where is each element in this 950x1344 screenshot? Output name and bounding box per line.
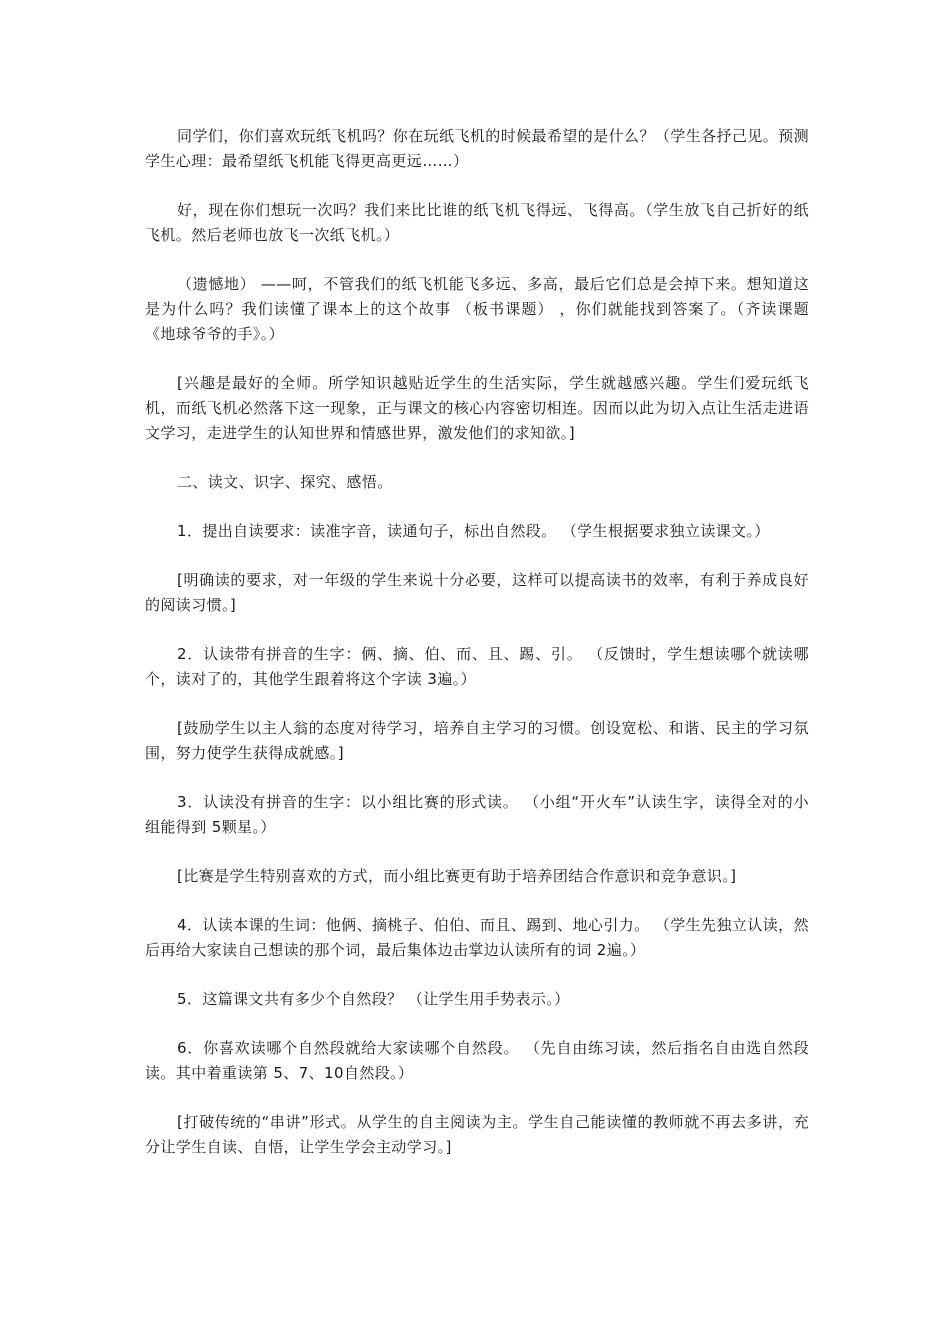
paragraph-step-3-note: [比赛是学生特别喜欢的方式，而小组比赛更有助于培养团结合作意识和竞争意识。] bbox=[177, 867, 737, 885]
paragraph-interest-note: [兴趣是最好的全师。所学知识越贴近学生的生活实际，学生就越感兴趣。学生们爱玩纸飞机，而纸飞机必然落下这一现象，正与课文的核心内容密切相连。因而以此为切入点让生活走进语文学习，走进学生的认知世界和情感世界，激发他们的求知欲。] bbox=[145, 374, 809, 442]
paragraph-step-3: 3．认读没有拼音的生字：以小组比赛的形式读。 （小组“开火车”认读生字，读得全对的小组能得到 5颗星。） bbox=[145, 793, 809, 836]
section-heading: 二、读文、识字、探究、感悟。 bbox=[177, 473, 393, 491]
paragraph-lesson-title: （遗憾地） ——呵，不管我们的纸飞机能飞多远、多高，最后它们总是会掉下来。想知道这是为什么吗？我们读懂了课本上的这个故事 （板书课题） ，你们就能找到答案了。（齐读课题《地球爷爷的手》。） bbox=[145, 275, 809, 343]
paragraph-step-2-note: [鼓励学生以主人翁的态度对待学习，培养自主学习的习惯。创设宽松、和谐、民主的学习氛围，努力使学生获得成就感。] bbox=[145, 719, 809, 762]
paragraph-intro-question: 同学们，你们喜欢玩纸飞机吗？你在玩纸飞机的时候最希望的是什么？（学生各抒己见。预测学生心理：最希望纸飞机能飞得更高更远……） bbox=[145, 127, 809, 170]
paragraph-step-6-note: [打破传统的“串讲”形式。从学生的自主阅读为主。学生自己能读懂的教师就不再去多讲，充分让学生自读、自悟，让学生学会主动学习。] bbox=[145, 1113, 809, 1156]
paragraph-step-1-note: [明确读的要求，对一年级的学生来说十分必要，这样可以提高读书的效率，有利于养成良好的阅读习惯。] bbox=[145, 571, 809, 614]
paragraph-step-6: 6．你喜欢读哪个自然段就给大家读哪个自然段。 （先自由练习读，然后指名自由选自然段读。其中着重读第 5、7、10自然段。） bbox=[145, 1039, 809, 1082]
paragraph-paper-plane-activity: 好，现在你们想玩一次吗？我们来比比谁的纸飞机飞得远、飞得高。（学生放飞自己折好的纸飞机。然后老师也放飞一次纸飞机。） bbox=[145, 201, 809, 244]
document-body bbox=[145, 124, 809, 1184]
paragraph-step-5: 5．这篇课文共有多少个自然段？ （让学生用手势表示。） bbox=[177, 990, 570, 1008]
paragraph-step-1: 1．提出自读要求：读准字音，读通句子，标出自然段。 （学生根据要求独立读课文。） bbox=[177, 522, 770, 540]
paragraph-step-4: 4．认读本课的生词：他俩、摘桃子、伯伯、而且、踢到、地心引力。 （学生先独立认读，然后再给大家读自己想读的那个词，最后集体边击掌边认读所有的词 2遍。） bbox=[145, 916, 809, 959]
paragraph-step-2: 2．认读带有拼音的生字：俩、摘、伯、而、且、踢、引。 （反馈时，学生想读哪个就读哪个，读对了的，其他学生跟着将这个字读 3遍。） bbox=[145, 645, 809, 688]
